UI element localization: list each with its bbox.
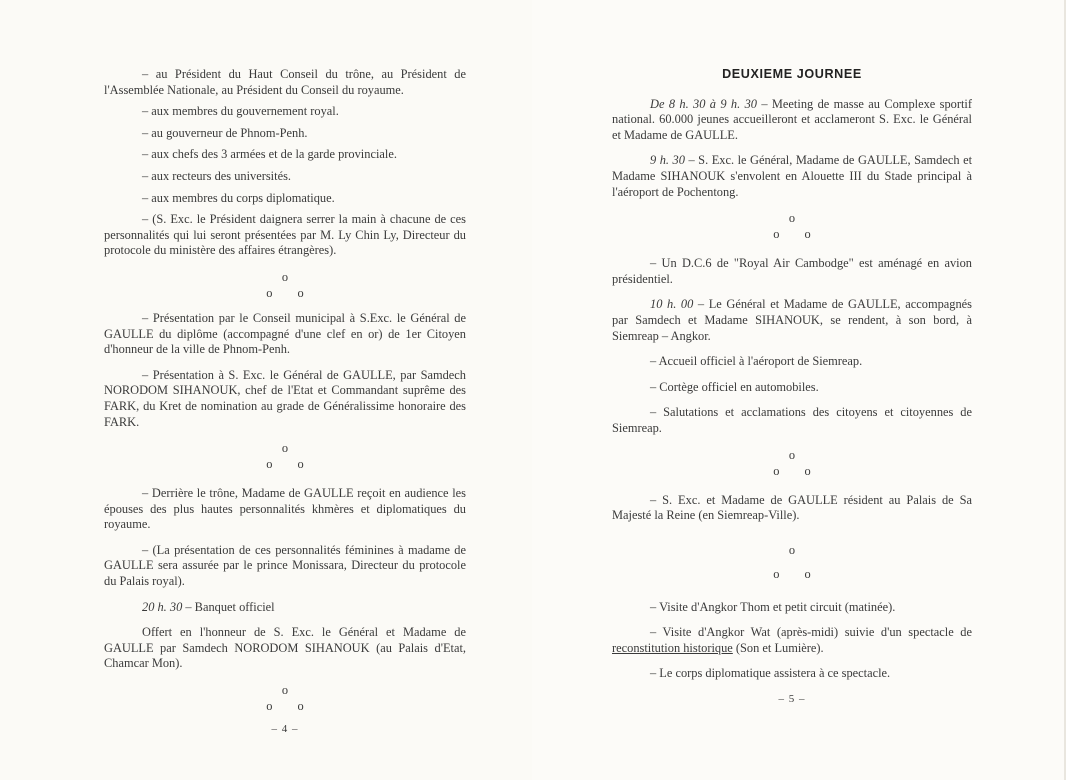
paragraph: – Présentation à S. Exc. le Général de GAULLE, par Samdech NORODOM SIHANOUK, chef de l'Etat et Commandant suprême des FARK, du Kret de nomination au grade de Généralissime honoraire des FARK. xyxy=(104,367,466,429)
list-item: – Le corps diplomatique assistera à ce spectacle. xyxy=(650,666,891,681)
banquet-label: – Banquet officiel xyxy=(185,599,275,614)
text-line: – au Président du Haut Conseil du trône, au Président de l'Assemblée Nationale, au Président du Conseil du royaume. xyxy=(104,67,466,97)
separator-bottom: o o xyxy=(773,463,811,478)
separator-top: o xyxy=(281,441,289,456)
underlined-text: reconstitution historique xyxy=(612,640,733,655)
section-separator xyxy=(104,269,466,301)
separator-bottom: o o xyxy=(266,457,304,472)
separator-top: o xyxy=(281,269,289,284)
meeting-text: – Meeting de masse au Complexe sportif national. 60.000 jeunes accueilleront et acclameront S. Exc. le Général et Madame de GAULLE. xyxy=(612,96,972,142)
separator-bottom: o o xyxy=(266,699,304,714)
separator-bottom: o o xyxy=(773,566,811,581)
section-separator xyxy=(104,682,466,714)
paragraph xyxy=(612,625,972,656)
separator-top: o xyxy=(788,211,796,226)
meeting-time: De 8 h. 30 à 9 h. 30 xyxy=(650,96,757,111)
paragraph: – Présentation par le Conseil municipal à S.Exc. le Général de GAULLE du diplôme (accompagné d'une clef en or) de 1er Citoyen d'honneur de la ville de Phnom-Penh. xyxy=(104,310,466,357)
list-item: – Cortège officiel en automobiles. xyxy=(650,379,819,394)
banquet-heading xyxy=(104,600,466,616)
text-line: – aux membres du corps diplomatique. xyxy=(142,190,335,205)
text-line: – (S. Exc. le Président daignera serrer la main à chacune de ces personnalités qui lui seront présentées par M. Ly Chin Ly, Directeur du protocole du ministère des affaires étrangères). xyxy=(104,212,466,258)
visite-wat-end: (Son et Lumière). xyxy=(732,640,824,655)
list-item: – Salutations et acclamations des citoyens et citoyennes de Siemreap. xyxy=(612,405,972,435)
siemreap-time: 10 h. 00 xyxy=(650,297,694,312)
separator-bottom: o o xyxy=(773,227,811,242)
right-page xyxy=(532,0,1064,780)
separator-top: o xyxy=(281,683,289,698)
left-page xyxy=(0,0,532,780)
separator-bottom: o o xyxy=(266,285,304,300)
text-line: – aux recteurs des universités. xyxy=(142,168,291,183)
section-separator xyxy=(612,210,972,242)
separator-top: o xyxy=(788,542,796,557)
envol-time: 9 h. 30 xyxy=(650,153,685,168)
section-separator xyxy=(104,440,466,472)
paragraph: – Un D.C.6 de "Royal Air Cambodge" est aménagé en avion présidentiel. xyxy=(612,256,972,286)
section-separator xyxy=(612,542,972,582)
paragraph xyxy=(612,153,972,200)
text-line: – au gouverneur de Phnom-Penh. xyxy=(142,125,308,140)
visite-wat-start: – Visite d'Angkor Wat (après-midi) suivie d'un spectacle de xyxy=(650,625,972,640)
paragraph: Offert en l'honneur de S. Exc. le Général et Madame de GAULLE par Samdech NORODOM SIHANOUK (au Palais d'Etat, Chamcar Mon). xyxy=(104,625,466,671)
siemreap-text: – Le Général et Madame de GAULLE, accompagnés par Samdech et Madame SIHANOUK, se rendent, à son bord, à Siemreap – Angkor. xyxy=(612,297,972,343)
separator-top: o xyxy=(788,447,796,462)
paragraph: – Derrière le trône, Madame de GAULLE reçoit en audience les épouses des plus hautes personnalités khmères et diplomatiques du royaume. xyxy=(104,486,466,532)
page-number: – 5 – xyxy=(778,693,806,706)
banquet-time: 20 h. 30 xyxy=(142,599,183,614)
envol-text: – S. Exc. le Général, Madame de GAULLE, Samdech et Madame SIHANOUK s'envolent en Alouette III du Stade principal à l'aéroport de Pochentong. xyxy=(612,153,973,199)
text-line: – aux chefs des 3 armées et de la garde provinciale. xyxy=(142,147,397,162)
paragraph xyxy=(612,97,972,144)
page-number: – 4 – xyxy=(271,723,299,736)
section-separator xyxy=(612,447,972,479)
list-item: – Accueil officiel à l'aéroport de Siemreap. xyxy=(650,354,863,369)
list-item: – Visite d'Angkor Thom et petit circuit (matinée). xyxy=(650,599,896,614)
text-line: – aux membres du gouvernement royal. xyxy=(142,104,339,119)
page-title: DEUXIEME JOURNEE xyxy=(722,67,862,81)
paragraph: – S. Exc. et Madame de GAULLE résident au Palais de Sa Majesté la Reine (en Siemreap-Ville). xyxy=(612,492,972,523)
paragraph: – (La présentation de ces personnalités féminines à madame de GAULLE sera assurée par le prince Monissara, Directeur du protocole du Palais royal). xyxy=(104,542,466,589)
paragraph xyxy=(612,297,972,344)
